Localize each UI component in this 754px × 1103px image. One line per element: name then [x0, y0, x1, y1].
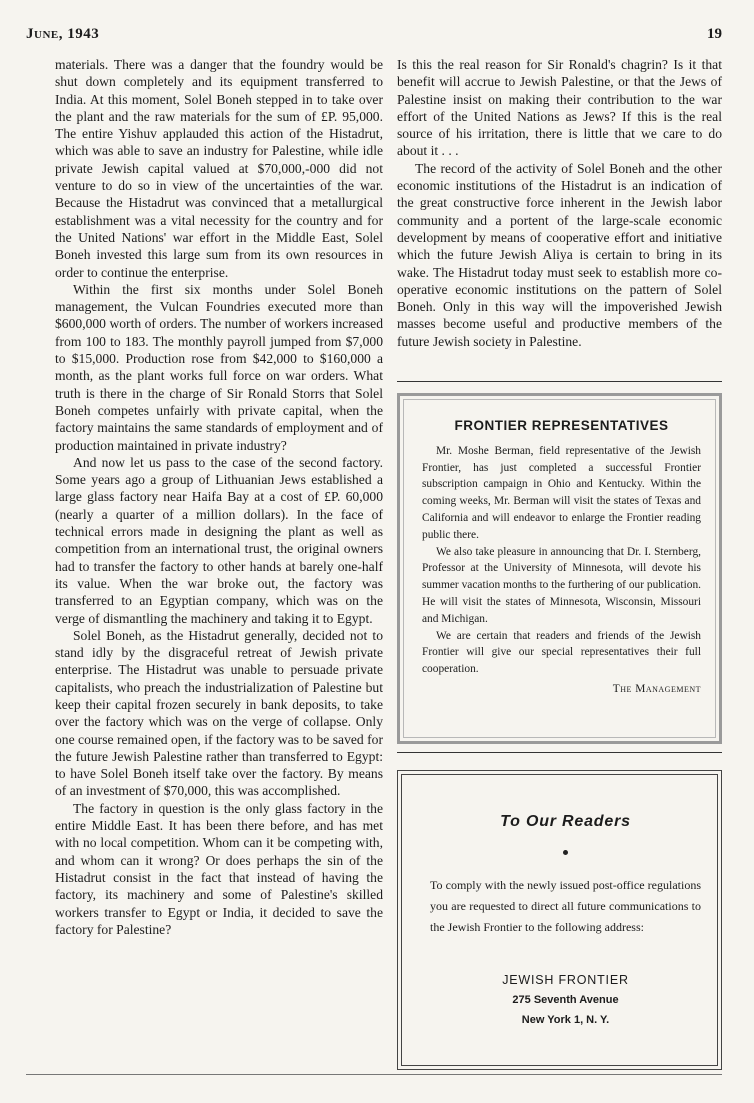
paragraph: Solel Boneh, as the Histadrut generally, decided not to stand idly by the disgraceful retreat of Jewish private enterprise. The Histadrut was unable to persuade private capitalists, who preach the industrialization of Palestine but keep their capital frozen securely in bank deposits, to take over the factory which was on the verge of collapse. Only one course remained open, if the factory was to be saved for the future Jewish Palestine rather than transferred to Egypt: to have Solel Boneh itself take over the factory. By means of an investment of $70,000, this was accomplished.: [55, 627, 383, 799]
box-title: To Our Readers: [500, 813, 631, 830]
right-column: [397, 56, 722, 350]
address-city: New York 1, N. Y.: [521, 1014, 610, 1026]
running-head: [26, 26, 722, 46]
paragraph: Is this the real reason for Sir Ronald's chagrin? Is it that benefit will accrue to Jewish Palestine, or that the Jews of Palestine insist on making their contribution to the war effort of the United Nations as Jews? If this is the real source of his irritation, there is little that we care to do about it . . .: [397, 57, 722, 159]
address-organization: JEWISH FRONTIER: [502, 973, 629, 987]
page-number: 19: [707, 26, 722, 42]
paragraph: Within the first six months under Solel Boneh management, the Vulcan Foundries executed more than $600,000 worth of orders. The number of workers increased from 100 to 183. The monthly payroll jumped from $7,000 to $15,000. Production rose from $42,000 to $160,000 a month, as the plant works full force on war orders. What truth is there in the charge of Sir Ronald Storrs that Solel Boneh competes unfairly with private capital, when the factory maintains the same standards of employment and of production maintained in private industry?: [55, 281, 383, 453]
box-title: FRONTIER REPRESENTATIVES: [454, 418, 669, 433]
divider: [397, 752, 722, 753]
announcement-paragraph: We also take pleasure in announcing that Dr. I. Sternberg, Professor at the University of Minnesota, will devote his summer vacation months to the furthering of our publication. He will visit the states of Minnesota, Wisconsin, Missouri and Michigan.: [422, 545, 701, 625]
frontier-representatives-box: [397, 393, 722, 744]
signature: The Management: [612, 682, 701, 695]
paragraph: And now let us pass to the case of the second factory. Some years ago a group of Lithuanian Jews established a large glass factory near Haifa Bay at a cost of £P. 60,000 (nearly a quarter of a million dollars). In the face of technical errors made in designing the plant as well as competition from an international trust, the original owners had to transfer the factory to other hands at barely one-half its value. When the war broke out, the factory was transferred to an Egyptian company, which was on the verge of dismantling the machinery and taking it to Egypt.: [55, 454, 383, 626]
mailing-address: [430, 970, 701, 1030]
to-our-readers-box: [397, 770, 722, 1070]
divider: [26, 1074, 722, 1075]
announcement-paragraph: We are certain that readers and friends of the Jewish Frontier will give our special representatives their full cooperation.: [422, 629, 701, 676]
paragraph: The factory in question is the only glass factory in the entire Middle East. It has been there before, and has met with no local competition. Whom can it be competing with, and whom can it wrong? Or does perhaps the sin of the Histadrut consist in the fact that instead of having the factory, its machinery and some of Palestine's skilled workers transfer to Egypt or India, it decided to save the factory for Palestine?: [55, 800, 383, 937]
paragraph: materials. There was a danger that the foundry would be shut down completely and its equipment transferred to India. At this moment, Solel Boneh stepped in to take over the plant and the raw materials for the sum of £P. 95,000. The entire Yishuv applauded this action of the Histadrut, which was able to save an industry for Palestine, while idle private Jewish capital valued at $70,000,-000 did not venture to do so in view of the uncertainties of the war. Because the Histadrut was convinced that a metallurgical establishment was a vital necessity for the country and for the United Nations' war effort in the Middle East, Solel Boneh invested this large sum from its own resources in order to continue the enterprise.: [55, 57, 383, 280]
paragraph: The record of the activity of Solel Boneh and the other economic institutions of the Histadrut is an indication of the great constructive force inherent in the Jewish labor community and a portent of the large-scale economic development by means of cooperative effort and initiative which the future Jewish Aliya is certain to bring in its wake. The Histadrut today must seek to establish more co-operative economic institutions on the pattern of Solel Boneh. Only in this way will the impoverished Jewish masses become useful and productive members of the future Jewish society in Palestine.: [397, 160, 722, 349]
left-column: [55, 56, 383, 938]
notice-text: To comply with the newly issued post-office regulations you are requested to direct all future communications to the Jewish Frontier to the following address:: [430, 878, 701, 934]
issue-date: June, 1943: [26, 26, 100, 42]
bullet-ornament: [563, 850, 568, 855]
divider: [397, 381, 722, 382]
announcement-paragraph: Mr. Moshe Berman, field representative of the Jewish Frontier, has just completed a successful Frontier subscription campaign in Ohio and Kentucky. Within the coming weeks, Mr. Berman will visit the states of Texas and California and will endeavor to enlarge the Frontier reading public there.: [422, 444, 701, 541]
address-street: 275 Seventh Avenue: [512, 994, 619, 1006]
